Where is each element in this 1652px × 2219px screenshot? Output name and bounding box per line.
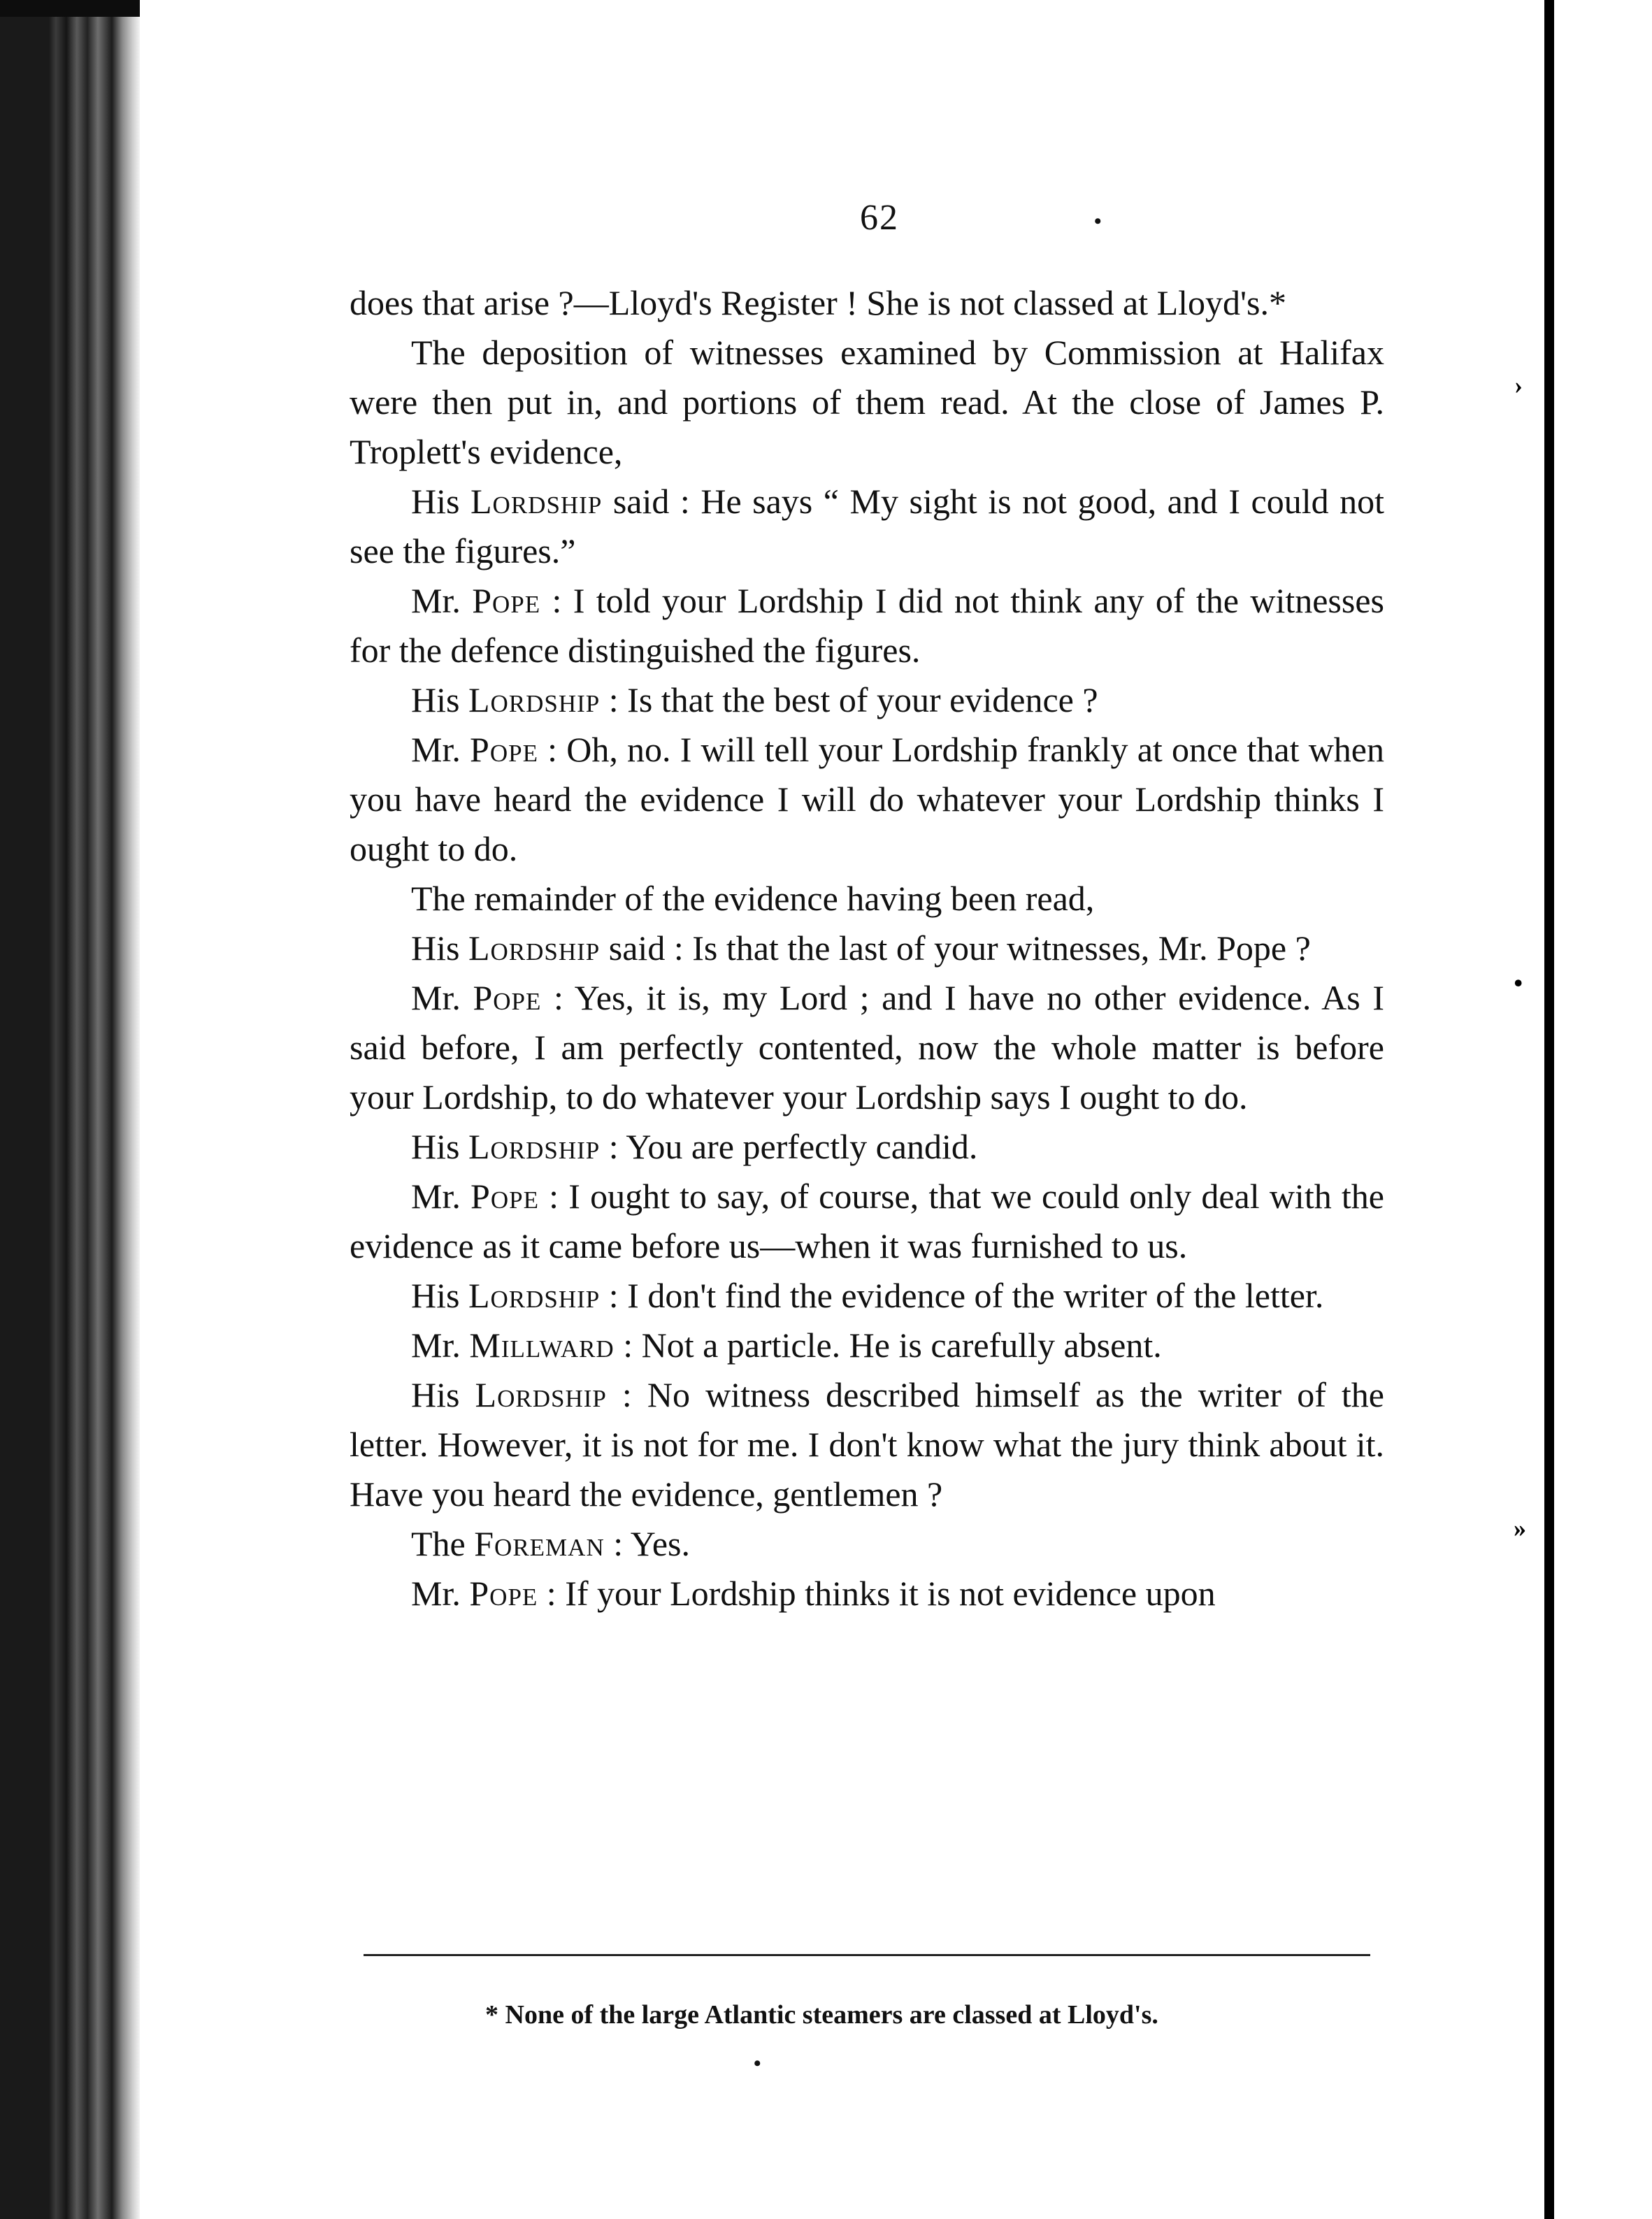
paragraph xyxy=(350,328,1384,477)
paragraph-text: : Yes, it is, my Lord ; and I have no other evidence. As I said before, I am perfectly contented, now the whole matter is before your Lordship, to do whatever your Lordship says I ought to do. xyxy=(350,978,1384,1116)
right-margin xyxy=(1554,0,1652,2219)
paragraph xyxy=(350,1321,1384,1370)
paragraph-text: : Is that the best of your evidence ? xyxy=(600,680,1098,719)
paragraph-text: His xyxy=(411,1127,468,1166)
paragraph-text: Mr. xyxy=(411,1177,471,1216)
page-body xyxy=(350,189,1384,1618)
page-number: 62 xyxy=(860,198,899,238)
book-binding-shadow xyxy=(0,0,140,2219)
paragraph-text: Mr. xyxy=(411,1574,470,1613)
paragraph xyxy=(350,576,1384,675)
paragraph-text: Mr. xyxy=(411,730,471,769)
speaker-name: Lordship xyxy=(468,680,601,719)
speaker-name: Pope xyxy=(470,730,538,769)
text-body xyxy=(350,278,1384,1618)
paragraph xyxy=(350,278,1384,328)
paragraph-text: The remainder of the evidence having been read, xyxy=(411,879,1095,918)
speaker-name: Foreman xyxy=(474,1524,605,1563)
paragraph xyxy=(350,675,1384,725)
paragraph xyxy=(350,924,1384,973)
margin-mark: » xyxy=(1514,1514,1526,1542)
speaker-name: Lordship xyxy=(475,1375,607,1414)
speaker-name: Millward xyxy=(469,1326,615,1365)
paragraph-text: : I ought to say, of course, that we could only deal with the evidence as it came before us—when it was furnished to us. xyxy=(350,1177,1384,1265)
speaker-name: Lordship xyxy=(468,1276,601,1315)
bottom-mark: • xyxy=(754,2052,761,2075)
speaker-name: Pope xyxy=(471,1177,539,1216)
speaker-name: Pope xyxy=(469,1574,538,1613)
paragraph-text: : No witness described himself as the writer of the letter. However, it is not for me. I don't know what the jury think about it. Have you heard the evidence, gentlemen ? xyxy=(350,1375,1385,1514)
footnote: * None of the large Atlantic steamers are classed at Lloyd's. xyxy=(485,2000,1158,2030)
paragraph-text: does that arise ?—Lloyd's Register ! She is not classed at Lloyd's.* xyxy=(350,283,1286,322)
paragraph-text: : Oh, no. I will tell your Lordship frankly at once that when you have heard the evidence I will do whatever your Lordship thinks I ought to do. xyxy=(350,730,1385,868)
page-mark: • xyxy=(1094,210,1102,233)
paragraph xyxy=(350,1519,1384,1569)
paragraph-text: The deposition of witnesses examined by Commission at Halifax were then put in, and portions of them read. At the close of James P. Troplett's evidence, xyxy=(350,333,1384,471)
paragraph xyxy=(350,1122,1384,1172)
paragraph-text: : I don't find the evidence of the writer of the letter. xyxy=(600,1276,1324,1315)
speaker-name: Pope xyxy=(473,978,542,1017)
margin-mark: • xyxy=(1514,969,1523,997)
paragraph xyxy=(350,1370,1384,1519)
paragraph xyxy=(350,477,1384,576)
paragraph xyxy=(350,725,1384,874)
paragraph-text: His xyxy=(411,482,471,521)
paragraph-text: : Yes. xyxy=(604,1524,691,1563)
page-right-edge xyxy=(1544,0,1554,2219)
paragraph xyxy=(350,1271,1384,1321)
footnote-rule xyxy=(364,1954,1370,1956)
paragraph-text: said : He says “ My sight is not good, and I could not see the figures.” xyxy=(350,482,1385,570)
speaker-name: Lordship xyxy=(468,1127,601,1166)
speaker-name: Pope xyxy=(472,581,541,620)
binding-top-edge xyxy=(0,0,140,17)
paragraph-text: His xyxy=(411,928,468,968)
paragraph-text: : You are perfectly candid. xyxy=(600,1127,978,1166)
paragraph xyxy=(350,1172,1384,1271)
paragraph-text: Mr. xyxy=(411,581,473,620)
paragraph-text: : I told your Lordship I did not think any of the witnesses for the defence distinguished the figures. xyxy=(350,581,1384,670)
paragraph-text: said : Is that the last of your witnesses, Mr. Pope ? xyxy=(600,928,1311,968)
paragraph-text: His xyxy=(411,1276,468,1315)
paragraph-text: : Not a particle. He is carefully absent. xyxy=(614,1326,1162,1365)
speaker-name: Lordship xyxy=(468,928,601,968)
paragraph-text: The xyxy=(411,1524,475,1563)
margin-mark: › xyxy=(1514,371,1523,399)
speaker-name: Lordship xyxy=(471,482,603,521)
paragraph xyxy=(350,1569,1384,1618)
paragraph-text: Mr. xyxy=(411,978,473,1017)
paragraph xyxy=(350,973,1384,1122)
paragraph-text: : If your Lordship thinks it is not evidence upon xyxy=(538,1574,1216,1613)
paragraph xyxy=(350,874,1384,924)
paragraph-text: Mr. xyxy=(411,1326,470,1365)
paragraph-text: His xyxy=(411,680,468,719)
paragraph-text: His xyxy=(411,1375,475,1414)
